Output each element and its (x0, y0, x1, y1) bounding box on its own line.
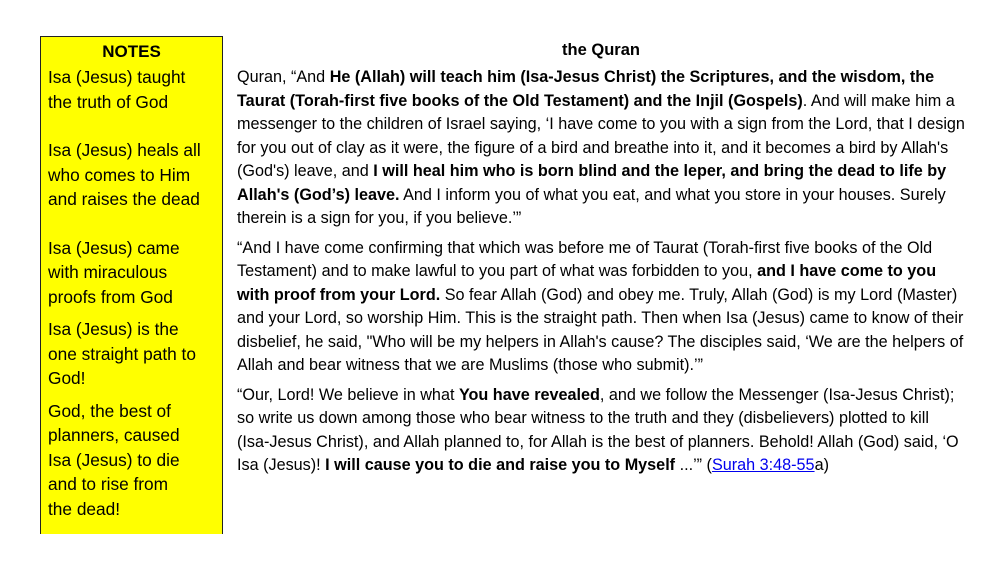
note-line: and to rise from (48, 474, 169, 494)
note-line: and raises the dead (48, 189, 200, 209)
note-line: Isa (Jesus) is the (48, 319, 179, 339)
note-line: God, the best of (48, 400, 171, 421)
note-line: Isa (Jesus) to die (48, 449, 180, 470)
quran-paragraph-1 (237, 66, 965, 231)
note-line: planners, caused (48, 425, 180, 445)
bold-text-run: and I have come to you with proof from your Lord. (237, 262, 937, 304)
note-miraculous-proofs (48, 236, 222, 310)
text-run: And I inform you of what you eat, and what you store in your houses. Surely therein is a sign for you, if you believe.’” (237, 185, 946, 227)
note-line: one straight path to (48, 343, 196, 364)
notes-title: NOTES (102, 42, 161, 61)
text-run: . And will make him a messenger to the children of Israel saying, ‘I have come to you with a sign from the Lord, that I design for you out of clay as it were, the figure of a bird and breathe into it, and it becomes a bird by Allah's (God's) leave, and (237, 91, 965, 180)
text-run: Quran, “And (237, 68, 330, 86)
text-run: ...’” ( (675, 456, 712, 474)
section-title: the Quran (562, 41, 640, 59)
quran-paragraph-3 (237, 384, 965, 478)
note-line: God! (48, 368, 86, 388)
note-line: Isa (Jesus) taught (48, 67, 186, 87)
bold-text-run: He (Allah) will teach him (Isa-Jesus Christ) the Scriptures, and the wisdom, the Taurat (Torah-first five books of the Old Testament) and the Injil (Gospels) (237, 68, 935, 110)
notes-panel (40, 36, 223, 534)
note-line: with miraculous (48, 262, 168, 282)
surah-reference-link[interactable]: Surah 3:48-55 (711, 456, 815, 474)
note-heals (48, 138, 222, 212)
note-die-and-rise (48, 399, 222, 522)
bold-text-run: I will cause you to die and raise you to Myself (325, 456, 676, 474)
note-line: the dead! (48, 498, 121, 519)
note-line: the truth of God (48, 91, 169, 112)
note-line: proofs from God (48, 286, 173, 307)
text-run: So fear Allah (God) and obey me. Truly, Allah (God) is my Lord (Master) and your Lord, so worship Him. This is the straight path. Then when Isa (Jesus) came to know of their disbelief, he said, "Who will be my helpers in Allah's cause? The disciples said, ‘We are the helpers of Allah and bear witness that we are Muslims (those who submit).’” (237, 285, 964, 374)
note-line: Isa (Jesus) heals all (48, 140, 201, 160)
quran-text-section (237, 39, 965, 484)
quran-paragraph-2 (237, 237, 965, 378)
bold-text-run: You have revealed (458, 385, 600, 404)
note-taught-truth (48, 65, 222, 114)
text-run: , and we follow the Messenger (Isa-Jesus Christ); so write us down among those who bear witness to the truth and they (disbelievers) plotted to kill (Isa-Jesus Christ), and Allah planned to, for Allah is the best of planners. Behold! Allah (God) said, ‘O Isa (Jesus)! (237, 385, 959, 474)
text-run: “Our, Lord! We believe in what (237, 385, 459, 404)
note-line: Isa (Jesus) came (48, 237, 180, 258)
text-run: a) (814, 456, 829, 474)
note-straight-path (48, 317, 222, 391)
text-run: “And I have come confirming that which was before me of Taurat (Torah-first five books of the Old Testament) and to make lawful to you part of what was forbidden to you, (237, 238, 933, 280)
note-line: who comes to Him (48, 164, 191, 185)
bold-text-run: I will heal him who is born blind and the leper, and bring the dead to life by Allah's (God’s) leave. (237, 162, 947, 204)
